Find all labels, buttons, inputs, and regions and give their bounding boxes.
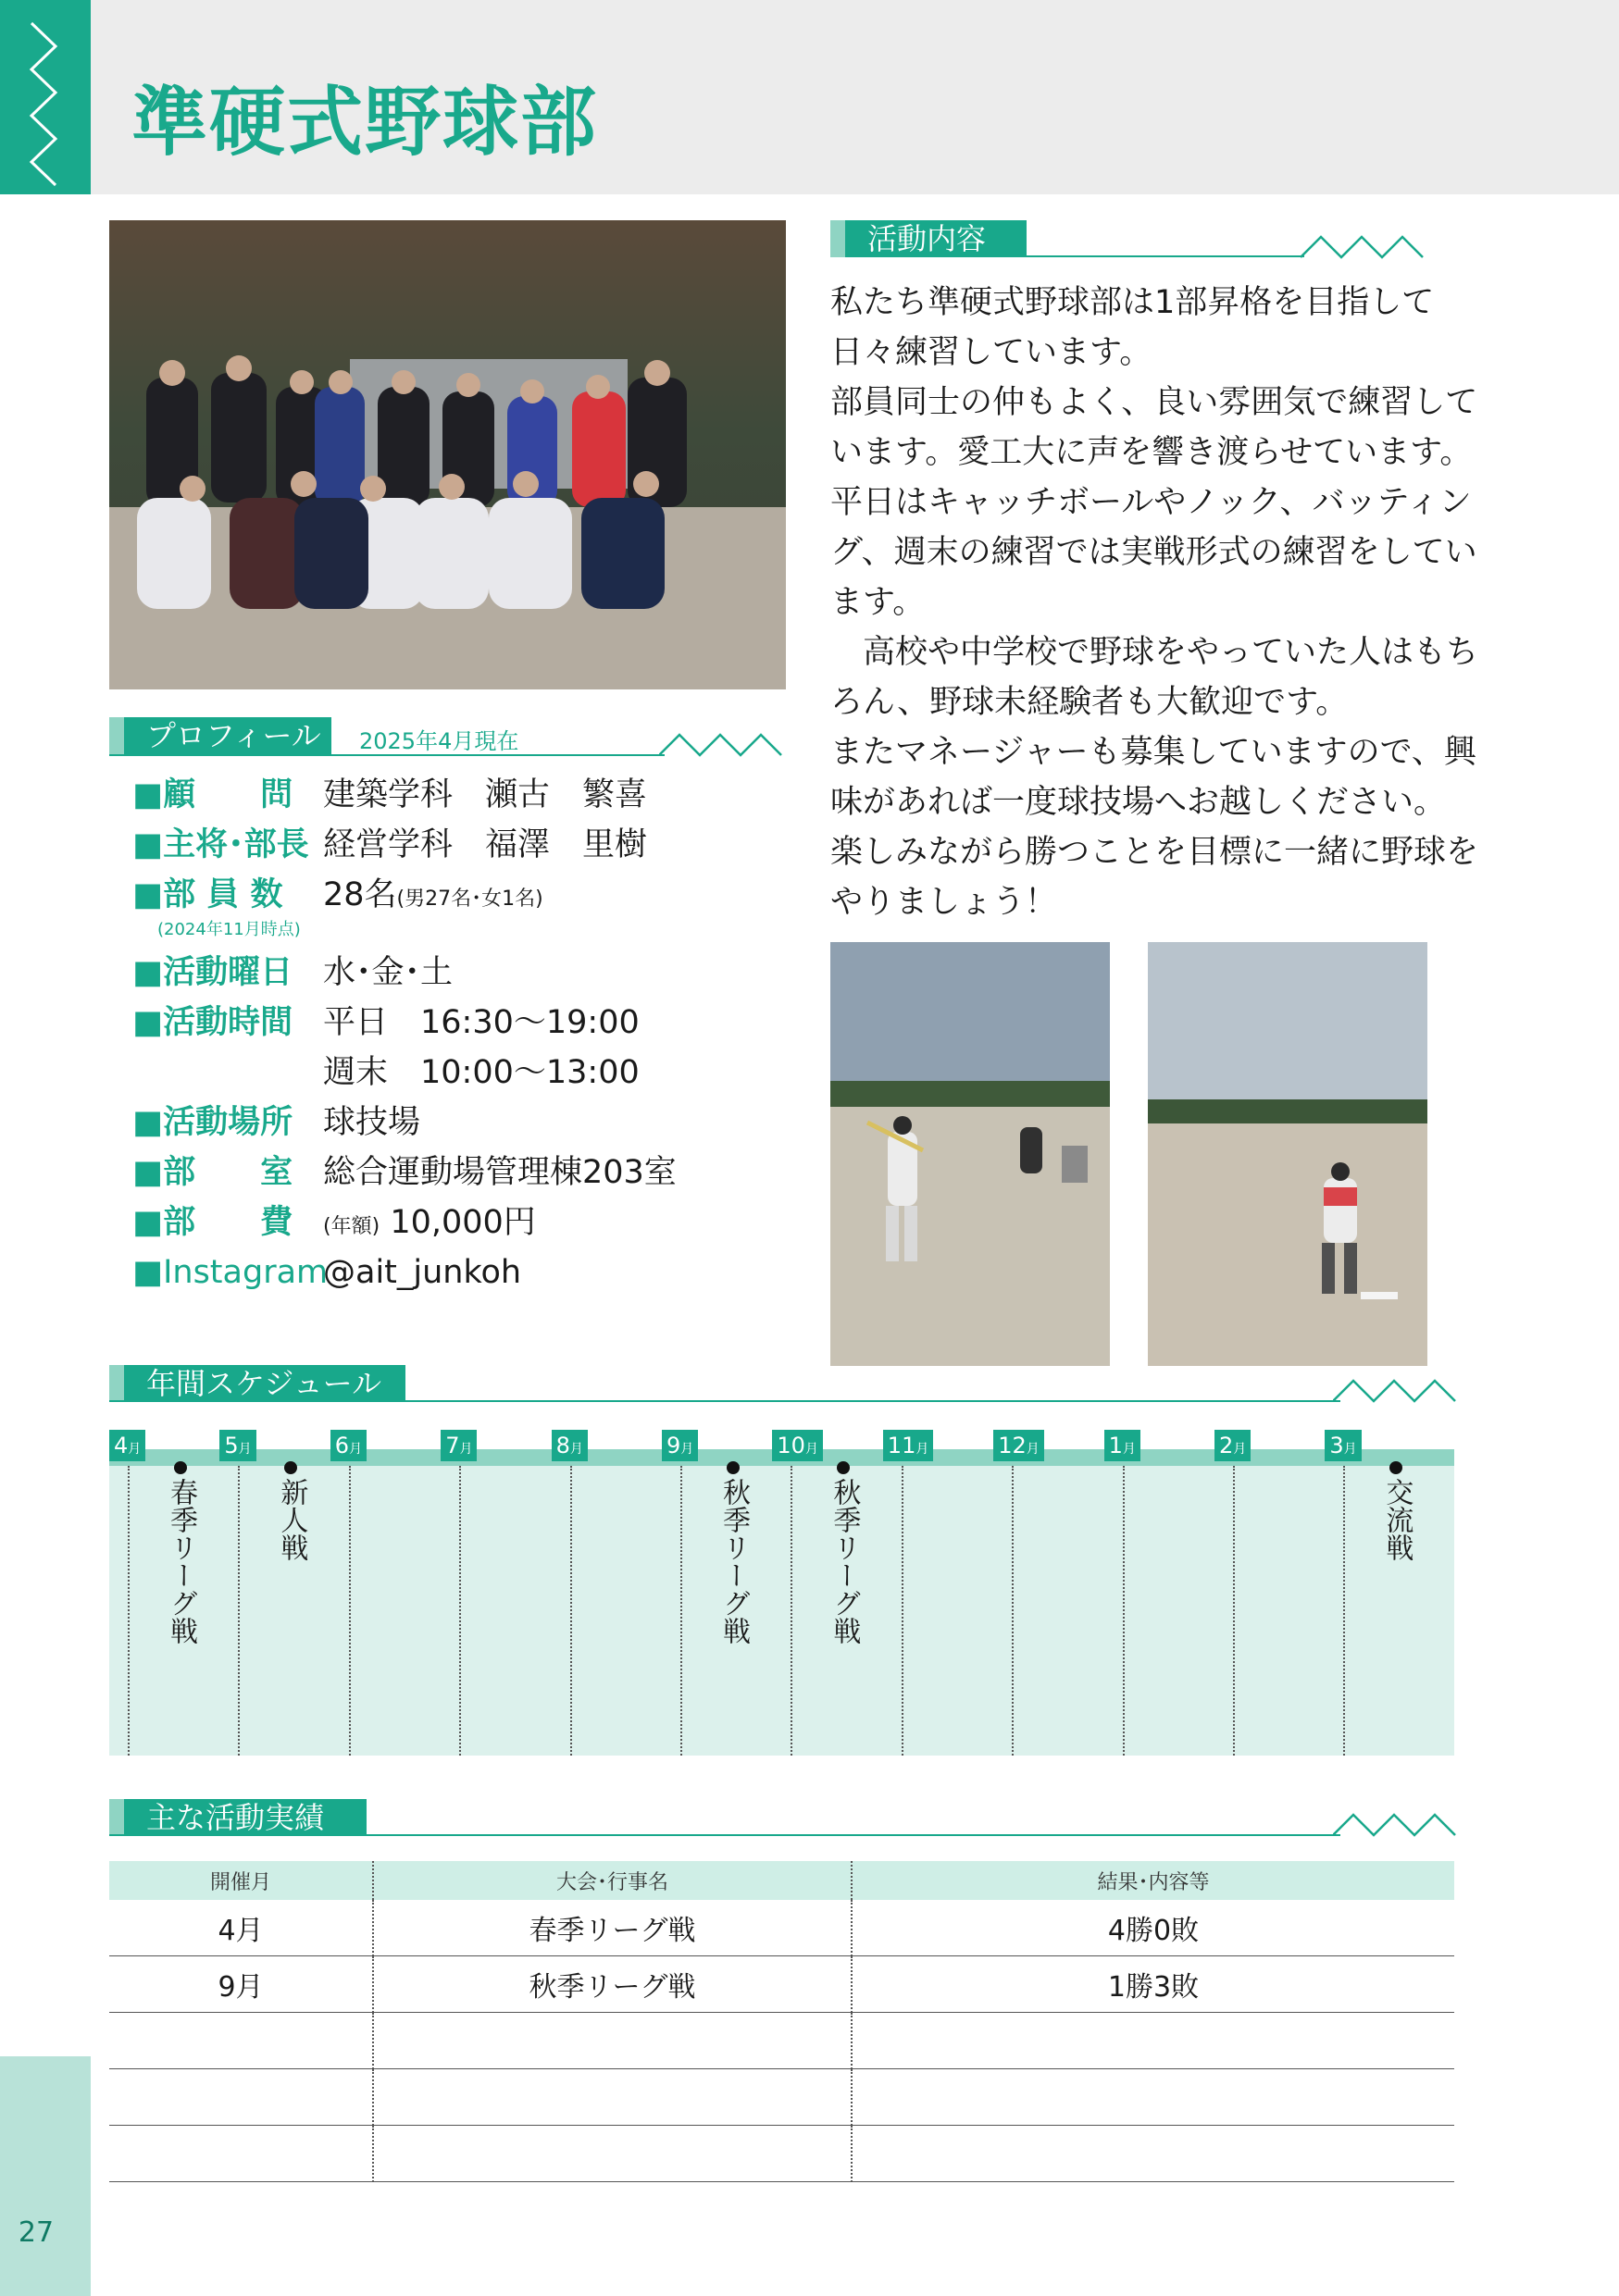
profile-label: ■主将･部長 (132, 826, 309, 863)
profile-value: 週末 10:00～13:00 (323, 1054, 640, 1091)
month-divider (459, 1466, 461, 1756)
table-header-row (109, 1861, 1454, 1900)
month-label: 9月 (662, 1430, 698, 1461)
table-cell (373, 2013, 852, 2069)
practice-photo-pitching (1148, 942, 1427, 1366)
results-heading-rule (109, 1834, 1340, 1836)
practice-photo-batting (830, 942, 1110, 1366)
schedule-event: 交流戦 (1380, 1478, 1414, 1561)
zigzag-decoration (0, 0, 91, 194)
column-header: 開催月 (109, 1861, 373, 1900)
month-divider (1343, 1466, 1345, 1756)
activity-line: 日々練習しています。 (830, 334, 1152, 371)
page-number: 27 (18, 2216, 55, 2249)
zigzag-decoration (659, 731, 789, 759)
zigzag-decoration (1301, 233, 1430, 261)
activity-line: ます。 (830, 584, 926, 621)
schedule-heading: 年間スケジュール (109, 1365, 405, 1402)
month-label: 7月 (441, 1430, 477, 1461)
activity-line: 高校や中学校で野球をやっていた人はもち (830, 634, 1479, 671)
table-row (109, 2069, 1454, 2126)
members-note: (2024年11月時点) (157, 920, 301, 939)
month-divider (128, 1466, 130, 1756)
header-tab (0, 0, 91, 194)
month-label: 2月 (1214, 1430, 1251, 1461)
column-header: 大会･行事名 (373, 1861, 852, 1900)
instagram-handle[interactable]: @ait_junkoh (323, 1254, 522, 1291)
month-divider (680, 1466, 682, 1756)
month-divider (570, 1466, 572, 1756)
activity-line: またマネージャーも募集していますので、興 (830, 734, 1476, 771)
profile-label: ■顧 問 (132, 776, 293, 813)
month-label: 3月 (1325, 1430, 1361, 1461)
table-cell (852, 2069, 1454, 2126)
table-cell (109, 2126, 373, 2182)
results-table (109, 1861, 1454, 2182)
profile-as-of: 2025年4月現在 (359, 728, 519, 754)
members-detail: (男27名･女1名) (396, 887, 543, 911)
table-row (109, 1900, 1454, 1956)
activity-line: ろん、野球未経験者も大歓迎です。 (830, 684, 1349, 721)
table-cell (373, 2126, 852, 2182)
month-divider (1123, 1466, 1125, 1756)
activity-line: グ、週末の練習では実戦形式の練習をしてい (830, 534, 1477, 571)
activity-line: 平日はキャッチボールやノック、バッティン (830, 484, 1472, 521)
profile-label: ■Instagram (132, 1254, 329, 1291)
profile-label: ■部 費 (132, 1204, 293, 1241)
profile-value: 建築学科 瀬古 繁喜 (323, 776, 648, 813)
profile-label: ■部 員 数 (132, 876, 283, 913)
schedule-event: 新人戦 (275, 1478, 308, 1561)
profile-label: ■部 室 (132, 1154, 293, 1191)
schedule-timeline (109, 1450, 1454, 1756)
event-dot (727, 1461, 740, 1474)
schedule-heading-rule (109, 1400, 1340, 1402)
activity-text (830, 278, 1479, 927)
results-heading: 主な活動実績 (109, 1799, 367, 1836)
table-row (109, 1956, 1454, 2013)
activity-line: 楽しみながら勝つことを目標に一緒に野球を (830, 834, 1479, 871)
fee-value: 10,000円 (390, 1204, 536, 1241)
profile-value: 経営学科 福澤 里樹 (323, 826, 648, 863)
month-divider (1012, 1466, 1014, 1756)
month-label: 12月 (993, 1430, 1044, 1461)
profile-value: 球技場 (323, 1104, 421, 1141)
table-cell (852, 2126, 1454, 2182)
table-cell (109, 2069, 373, 2126)
table-cell: 4勝0敗 (852, 1900, 1454, 1956)
month-divider (791, 1466, 792, 1756)
month-label: 8月 (552, 1430, 588, 1461)
zigzag-decoration (1333, 1811, 1463, 1839)
activity-line: 私たち準硬式野球部は1部昇格を目指して (830, 284, 1435, 321)
profile-heading-rule (109, 754, 665, 756)
month-divider (238, 1466, 240, 1756)
activity-heading: 活動内容 (830, 220, 1027, 257)
fee-prefix: (年額) (323, 1215, 380, 1238)
month-divider (349, 1466, 351, 1756)
schedule-event: 秋季リーグ戦 (717, 1478, 750, 1644)
schedule-event: 春季リーグ戦 (165, 1478, 197, 1644)
month-label: 10月 (772, 1430, 823, 1461)
month-label: 5月 (219, 1430, 255, 1461)
table-cell (852, 2013, 1454, 2069)
activity-line: 味があれば一度球技場へお越しください。 (830, 784, 1447, 821)
activity-heading-rule (1027, 255, 1304, 257)
profile-label: ■活動場所 (132, 1104, 293, 1141)
month-label: 6月 (330, 1430, 367, 1461)
members-count: 28名 (323, 876, 397, 913)
column-header: 結果･内容等 (852, 1861, 1454, 1900)
table-cell: 秋季リーグ戦 (373, 1956, 852, 2013)
month-label: 4月 (109, 1430, 145, 1461)
table-row (109, 2013, 1454, 2069)
page-title: 準硬式野球部 (131, 79, 599, 167)
schedule-event: 秋季リーグ戦 (828, 1478, 861, 1644)
profile-value: 水･金･土 (323, 954, 454, 991)
event-dot (174, 1461, 187, 1474)
month-label: 1月 (1104, 1430, 1140, 1461)
table-cell: 4月 (109, 1900, 373, 1956)
activity-line: やりましょう！ (830, 884, 1058, 921)
month-divider (1233, 1466, 1235, 1756)
activity-line: 部員同士の仲もよく、良い雰囲気で練習して (830, 384, 1478, 421)
profile-heading: プロフィール (109, 717, 331, 754)
table-row (109, 2126, 1454, 2182)
table-cell: 1勝3敗 (852, 1956, 1454, 2013)
month-label: 11月 (883, 1430, 934, 1461)
profile-value: 平日 16:30～19:00 (323, 1004, 640, 1041)
zigzag-decoration (1333, 1377, 1463, 1405)
profile-label: ■活動時間 (132, 1004, 293, 1041)
month-divider (902, 1466, 903, 1756)
activity-line: います。愛工大に声を響き渡らせています。 (830, 434, 1473, 471)
table-cell: 春季リーグ戦 (373, 1900, 852, 1956)
team-photo (109, 220, 786, 689)
profile-value: 総合運動場管理棟203室 (323, 1154, 677, 1191)
page-strip (0, 2056, 91, 2296)
table-cell: 9月 (109, 1956, 373, 2013)
table-cell (109, 2013, 373, 2069)
table-cell (373, 2069, 852, 2126)
profile-label: ■活動曜日 (132, 954, 293, 991)
